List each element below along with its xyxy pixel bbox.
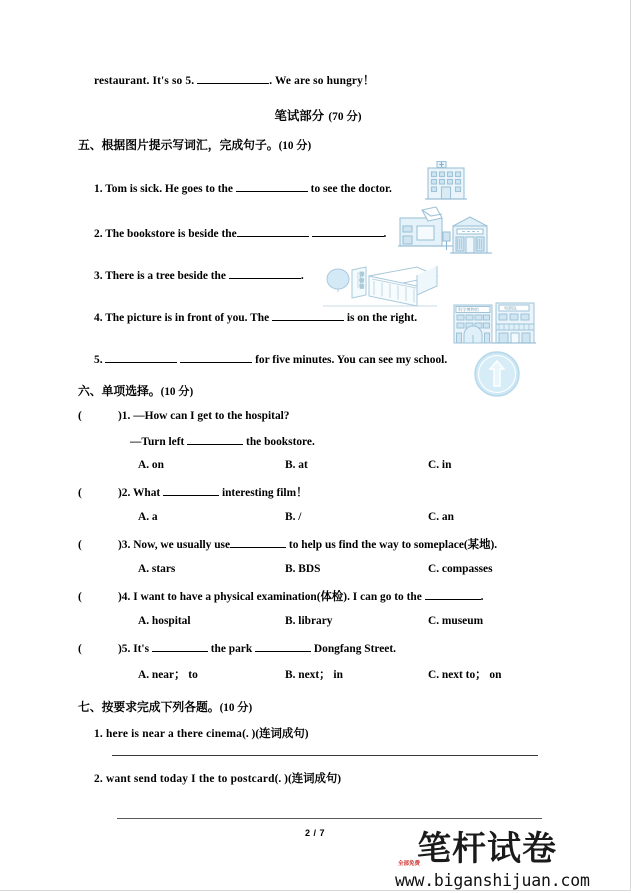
- mc-answer-box-5[interactable]: (: [78, 643, 82, 656]
- q5-item-3-pre: There is a tree beside the: [105, 270, 226, 283]
- q5-item-2-blank-a[interactable]: [237, 225, 309, 237]
- section-six-points: (10 分): [160, 386, 194, 399]
- mc-option-4-c[interactable]: C. museum: [428, 615, 484, 628]
- section-seven-points: (10 分): [219, 702, 253, 715]
- mc-question-1[interactable]: [78, 410, 558, 422]
- watermark-brand: 笔杆试卷: [417, 829, 557, 869]
- q5-item-1-pre: Tom is sick. He goes to the: [105, 183, 233, 196]
- carryover-post: . We are so hungry！: [269, 75, 375, 87]
- go-straight-arrow-illustration: [472, 349, 522, 399]
- s7-item-1-words: here is near a there cinema: [106, 728, 243, 741]
- written-part-points: (70 分): [328, 111, 362, 124]
- s7-item-1-tail: (. ): [242, 728, 256, 741]
- mc-option-4-a[interactable]: A. hospital: [138, 615, 191, 628]
- svg-text:馆: 馆: [359, 284, 364, 289]
- q5-item-2-blank-b[interactable]: [312, 225, 384, 237]
- watermark-badge: 全部免费: [398, 861, 421, 867]
- footer-rule: [117, 818, 542, 819]
- mc-options-2: [78, 511, 558, 525]
- mc-question-2-blank[interactable]: [163, 484, 219, 496]
- mc-options-3: [78, 563, 558, 577]
- section-five-points: (10 分): [278, 140, 312, 153]
- q5-item-5-num: 5.: [94, 354, 103, 367]
- science-museum-cinema-illustration: [452, 300, 536, 348]
- q5-item-2-num: 2.: [94, 228, 103, 241]
- mc-option-3-b[interactable]: B. BDS: [285, 563, 321, 576]
- q5-item-4-num: 4.: [94, 312, 103, 325]
- mc-options-4: [78, 615, 558, 629]
- mc-question-3-stem-pre: Now, we usually use: [133, 539, 231, 552]
- mc-question-2-stem-post: interesting film！: [221, 487, 308, 500]
- mc-option-2-c[interactable]: C. an: [428, 511, 454, 524]
- mc-question-2-stem-pre: What: [133, 487, 161, 500]
- q5-item-2-pre: The bookstore is beside the: [105, 228, 237, 241]
- mc-question-3-stem-post: to help us find the way to someplace(某地).: [288, 539, 498, 552]
- mc-option-3-a[interactable]: A. stars: [138, 563, 176, 576]
- q5-item-4-pre: The picture is in front of you. The: [105, 312, 270, 325]
- q5-item-3-post: .: [300, 270, 304, 283]
- s7-item-1-num: 1.: [94, 728, 103, 741]
- bookstore-illustration: [449, 214, 493, 256]
- q5-item-2-post: .: [383, 228, 387, 241]
- section-five-heading: [78, 136, 558, 153]
- s7-answer-line-1[interactable]: [112, 755, 538, 756]
- mc-question-1-stem: —How can I get to the hospital?: [133, 410, 290, 423]
- mc-question-4[interactable]: [78, 588, 558, 604]
- q5-item-3-num: 3.: [94, 270, 103, 283]
- section-five-title: 五、根据图片提示写词汇，完成句子。: [78, 138, 279, 153]
- s7-item-1-note: (连词成句): [255, 728, 309, 741]
- mc-question-1-blank[interactable]: [187, 433, 243, 445]
- page-number: 2 / 7: [304, 828, 325, 838]
- mc-question-1-sub: [78, 433, 558, 448]
- mc-answer-box-1[interactable]: (: [78, 410, 82, 423]
- s7-item-2-note: (连词成句): [287, 773, 342, 786]
- s7-item-2-num: 2.: [94, 773, 103, 786]
- carryover-blank[interactable]: [197, 72, 269, 84]
- carryover-line: [78, 72, 558, 89]
- written-part-heading: [78, 106, 558, 124]
- mc-question-5-stem-pre: It's: [133, 643, 150, 656]
- watermark: [395, 829, 631, 893]
- s7-item-2-words: want send today I the to postcard: [106, 773, 275, 786]
- mc-question-4-num: )4.: [118, 591, 131, 604]
- mc-answer-box-4[interactable]: (: [78, 591, 82, 604]
- s7-item-1: [78, 725, 558, 741]
- mc-option-2-a[interactable]: A. a: [138, 511, 158, 524]
- page-content: [78, 72, 558, 786]
- mc-option-3-c[interactable]: C. compasses: [428, 563, 493, 576]
- mc-question-1-sub-post: the bookstore.: [246, 436, 315, 449]
- q5-item-1-num: 1.: [94, 183, 103, 196]
- mc-option-5-c[interactable]: C. next to； on: [428, 669, 502, 682]
- museum-illustration: [322, 262, 440, 310]
- mc-question-3[interactable]: [78, 536, 558, 552]
- mc-option-4-b[interactable]: B. library: [285, 615, 333, 628]
- mc-question-5-stem-mid: the park: [210, 643, 253, 656]
- mc-option-5-a[interactable]: A. near； to: [138, 669, 198, 682]
- mc-option-1-c[interactable]: C. in: [428, 459, 452, 472]
- s7-item-2: [78, 770, 558, 786]
- mc-question-4-blank[interactable]: [425, 588, 481, 600]
- q5-item-5-post: for five minutes. You can see my school.: [255, 354, 448, 367]
- mc-question-1-sub-pre: —Turn left: [130, 436, 185, 449]
- mc-question-1-num: )1.: [118, 410, 131, 423]
- mc-question-5-blank-b[interactable]: [255, 640, 311, 652]
- section-seven-title: 七、按要求完成下列各题。: [78, 700, 220, 715]
- q5-item-3-blank[interactable]: [229, 267, 301, 279]
- mc-option-1-a[interactable]: A. on: [138, 459, 164, 472]
- mc-option-1-b[interactable]: B. at: [285, 459, 308, 472]
- q5-item-5-blank-b[interactable]: [180, 351, 252, 363]
- mc-option-5-b[interactable]: B. next； in: [285, 669, 343, 682]
- q5-item-1-blank[interactable]: [236, 180, 308, 192]
- mc-question-5-stem-post: Dongfang Street.: [313, 643, 396, 656]
- mc-answer-box-3[interactable]: (: [78, 539, 82, 552]
- mc-question-5-blank-a[interactable]: [152, 640, 208, 652]
- mc-question-4-stem-post: .: [480, 591, 484, 604]
- svg-text:博: 博: [359, 272, 364, 277]
- hospital-illustration: [424, 158, 476, 210]
- mc-question-5-num: )5.: [118, 643, 131, 656]
- q5-item-3: [78, 267, 558, 282]
- section-seven-heading: [78, 698, 558, 715]
- mc-question-2-num: )2.: [118, 487, 131, 500]
- mc-question-3-blank[interactable]: [230, 536, 286, 548]
- mc-option-2-b[interactable]: B. /: [285, 511, 302, 524]
- section-six-title: 六、单项选择。: [78, 384, 161, 399]
- q5-item-4-blank[interactable]: [272, 309, 344, 321]
- q5-item-1-post: to see the doctor.: [310, 183, 392, 196]
- mc-question-4-stem-pre: I want to have a physical examination(体检). I can go to the: [133, 591, 422, 604]
- mc-question-3-num: )3.: [118, 539, 131, 552]
- q5-item-4-post: is on the right.: [346, 312, 418, 325]
- mc-question-5[interactable]: [78, 640, 558, 655]
- svg-text:电影院: 电影院: [504, 305, 517, 311]
- svg-text:物: 物: [359, 278, 364, 283]
- mc-options-1: [78, 459, 558, 473]
- watermark-url: www.biganshijuan.com: [395, 871, 590, 890]
- mc-answer-box-2[interactable]: (: [78, 487, 82, 500]
- mc-question-2[interactable]: [78, 484, 558, 500]
- written-part-title: 笔试部分: [274, 108, 324, 124]
- q5-item-1: [78, 180, 558, 195]
- mc-options-5: [78, 666, 558, 680]
- s7-item-2-tail: (. ): [274, 773, 288, 786]
- carryover-pre: restaurant. It's so 5.: [94, 75, 195, 87]
- q5-item-5-blank-a[interactable]: [105, 351, 177, 363]
- svg-text:科学博物馆: 科学博物馆: [458, 307, 479, 313]
